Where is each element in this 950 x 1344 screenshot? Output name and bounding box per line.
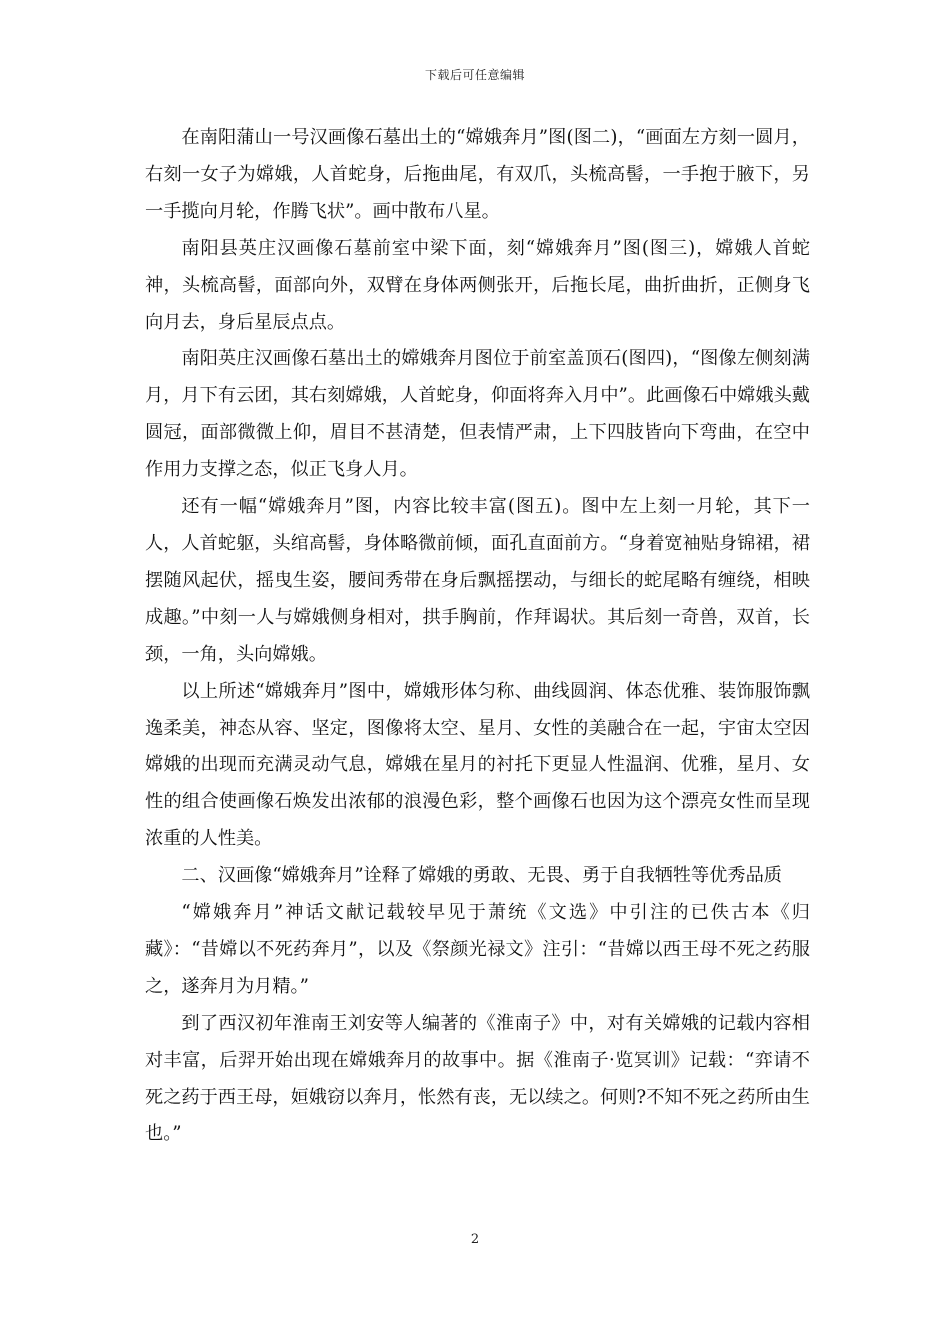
- section-heading-courage: 二、汉画像“嫦娥奔月”诠释了嫦娥的勇敢、无畏、勇于自我牺牲等优秀品质: [181, 865, 782, 887]
- paragraph-han-relief-yingzhuang-beam: 南阳县英庄汉画像石墓前室中梁下面，刻“嫦娥奔月”图(图三)，嫦娥人首蛇神，头梳高髻，面部向外，双臂在身体两侧张开，后拖长尾，曲折曲折，正侧身飞向月去，身后星辰点点。: [145, 237, 810, 333]
- paragraph-literature-guizang: “嫦娥奔月”神话文献记载较早见于萧统《文选》中引注的已佚古本《归藏》：“昔嫦以不死药奔月”，以及《祭颜光禄文》注引：“昔嫦以西王母不死之药服之，遂奔月为月精。”: [145, 902, 810, 997]
- paragraph-literature-huainanzi: 到了西汉初年淮南王刘安等人编著的《淮南子》中，对有关嫦娥的记载内容相对丰富，后羿开始出现在嫦娥奔月的故事中。据《淮南子·览冥训》记载：“弈请不死之药于西王母，姮娥窃以奔月，怅然有丧，无以续之。何则?不知不死之药所由生也。”: [145, 1012, 810, 1145]
- page-header: 下载后可任意编辑: [424, 68, 525, 82]
- paragraph-summary-beauty: 以上所述“嫦娥奔月”图中，嫦娥形体匀称、曲线圆润、体态优雅、装饰服饰飘逸柔美，神态从容、坚定，图像将太空、星月、女性的美融合在一起，宇宙太空因嫦娥的出现而充满灵动气息，嫦娥在星月的衬托下更显人性温润、优雅，星月、女性的组合使画像石焕发出浓郁的浪漫色彩，整个画像石也因为这个漂亮女性而呈现浓重的人性美。: [145, 680, 810, 850]
- document-body: [145, 120, 810, 1153]
- paragraph-han-relief-yingzhuang-ceiling: 南阳英庄汉画像石墓出土的嫦娥奔月图位于前室盖顶石(图四)，“图像左侧刻满月，月下有云团，其右刻嫦娥，人首蛇身，仰面将奔入月中”。此画像石中嫦娥头戴圆冠，面部微微上仰，眉目不甚清楚，但表情严肃，上下四肢皆向下弯曲，在空中作用力支撑之态，似正飞身人月。: [145, 348, 810, 481]
- paragraph-han-relief-rich-scene: 还有一幅“嫦娥奔月”图，内容比较丰富(图五)。图中左上刻一月轮，其下一人，人首蛇躯，头绾高髻，身体略微前倾，面孔直面前方。“身着宽袖贴身锦裙，裙摆随风起伏，摇曳生姿，腰间秀带在身后飘摇摆动，与细长的蛇尾略有缠绕，相映成趣。”中刻一人与嫦娥侧身相对，拱手胸前，作拜谒状。其后刻一奇兽，双首，长颈，一角，头向嫦娥。: [145, 496, 810, 665]
- page-number: 2: [470, 1232, 480, 1247]
- paragraph-han-relief-pushan: 在南阳蒲山一号汉画像石墓出土的“嫦娥奔月”图(图二)，“画面左方刻一圆月，右刻一女子为嫦娥，人首蛇身，后拖曲尾，有双爪，头梳高髻，一手抱于腋下，另一手揽向月轮，作腾飞状”。画中散布八星。: [145, 127, 810, 222]
